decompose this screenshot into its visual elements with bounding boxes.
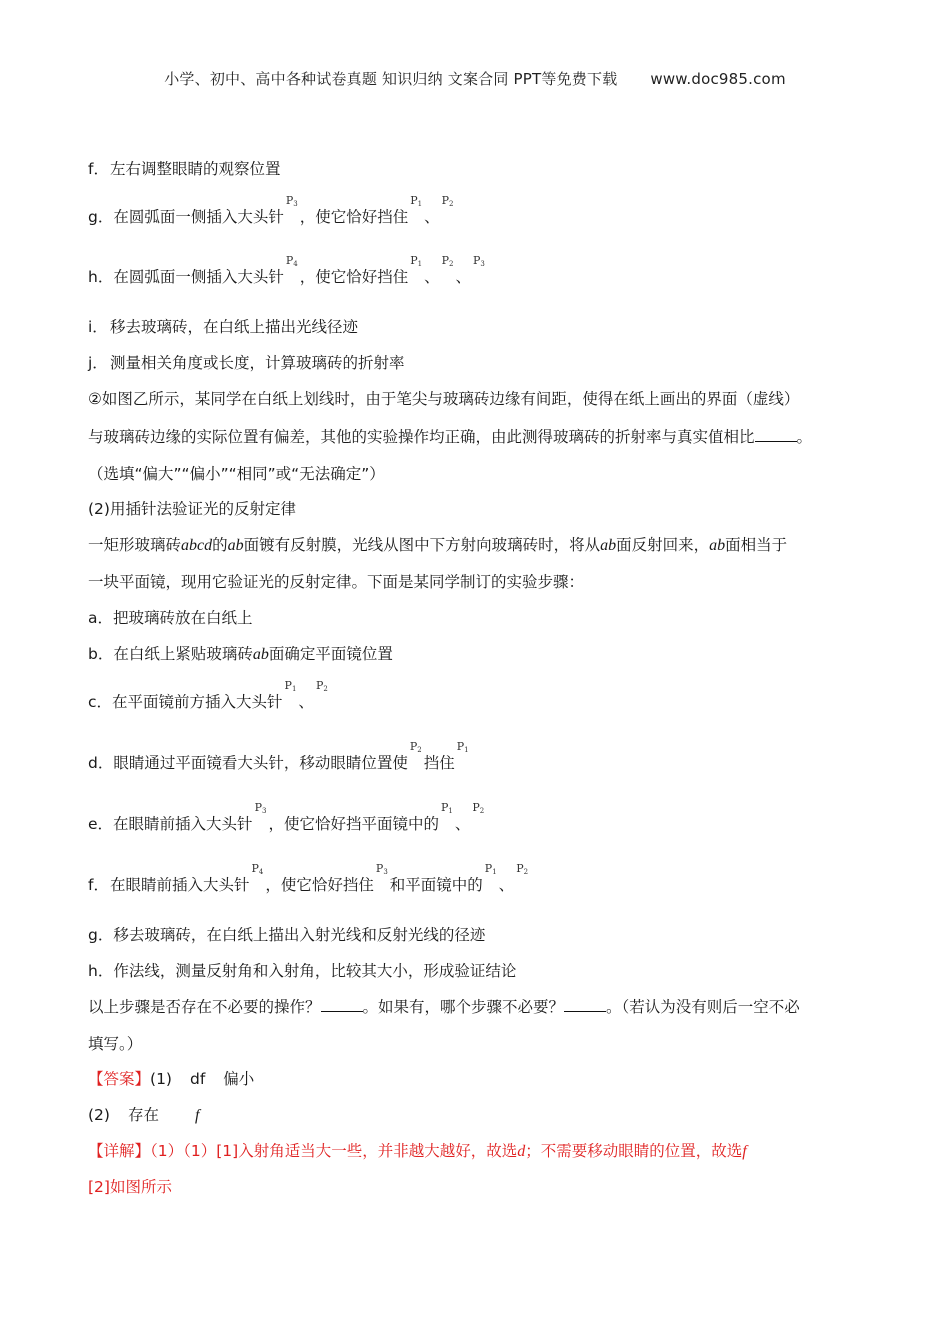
- pin-p3: $P_3$: [254, 801, 267, 815]
- pin-p1: $P_1$: [440, 801, 453, 815]
- pin-p1: $P_1$: [284, 679, 297, 693]
- explanation-tag: 【详解】: [88, 1142, 151, 1160]
- pin-p2: $P_2$: [472, 801, 485, 815]
- pin-p3: $P_3$: [375, 862, 388, 876]
- answer-line2: (2) 存在 f: [88, 1106, 200, 1124]
- step-c-2: c．在平面镜前方插入大头针$P_1$、$P_2$: [88, 691, 330, 718]
- header-site: www.doc985.com: [650, 70, 786, 88]
- answer-line1: 【答案】(1) df 偏小: [88, 1070, 255, 1088]
- explanation-line2: [2]如图所示: [88, 1178, 172, 1196]
- step-h-2: h．作法线，测量反射角和入射角，比较其大小，形成验证结论: [88, 962, 517, 980]
- answer-blank-2[interactable]: [321, 997, 363, 1012]
- step-f-2: f．在眼睛前插入大头针$P_4$，使它恰好挡住$P_3$和平面镜中的$P_1$、$P_2$: [88, 874, 530, 901]
- pin-p2: $P_2$: [409, 740, 422, 754]
- question3-line2: 填写。）: [88, 1035, 143, 1053]
- pin-p2: $P_2$: [441, 194, 454, 208]
- explanation-line1: 【详解】（1）（1）[1]入射角适当大一些，并非越大越好，故选d；不需要移动眼睛的位置，故选f: [88, 1142, 747, 1160]
- pin-p3: $P_3$: [473, 254, 485, 268]
- answer-blank-3[interactable]: [564, 997, 606, 1012]
- pin-p1: $P_1$: [484, 862, 497, 876]
- answer-tag: 【答案】: [88, 1070, 151, 1088]
- step-j-1: j． 测量相关角度或长度，计算玻璃砖的折射率: [88, 354, 405, 372]
- step-b-2: b．在白纸上紧贴玻璃砖ab面确定平面镜位置: [88, 645, 393, 663]
- step-g-2: g．移去玻璃砖，在白纸上描出入射光线和反射光线的径迹: [88, 926, 486, 944]
- answer-blank-1[interactable]: [755, 427, 797, 442]
- step-h-1: h．在圆弧面一侧插入大头针$P_4$，使它恰好挡住$P_1$、$P_2$、$P_3$: [88, 266, 487, 293]
- part2-intro1: 一矩形玻璃砖abcd的ab面镀有反射膜，光线从图中下方射向玻璃砖时，将从ab面反射回来，ab面相当于: [88, 536, 788, 554]
- step-g-1: g．在圆弧面一侧插入大头针$P_3$，使它恰好挡住$P_1$、$P_2$: [88, 206, 456, 233]
- step-f-1: f．左右调整眼睛的观察位置: [88, 160, 281, 178]
- part2-title: (2)用插针法验证光的反射定律: [88, 500, 296, 518]
- question2-line1: ②如图乙所示，某同学在白纸上划线时，由于笔尖与玻璃砖边缘有间距，使得在纸上画出的界面（虚线）: [88, 390, 800, 408]
- page-header: [0, 68, 950, 89]
- step-a-2: a．把玻璃砖放在白纸上: [88, 609, 253, 627]
- pin-p2: $P_2$: [315, 679, 328, 693]
- pin-p4: $P_4$: [251, 862, 264, 876]
- pin-p3: $P_3$: [285, 194, 298, 208]
- pin-p2: $P_2$: [441, 254, 454, 268]
- pin-p4: $P_4$: [285, 254, 298, 268]
- question2-line3: （选填“偏大”“偏小”“相同”或“无法确定”）: [88, 465, 385, 483]
- part2-intro2: 一块平面镜，现用它验证光的反射定律。下面是某同学制订的实验步骤：: [88, 573, 585, 591]
- pin-p1: $P_1$: [410, 194, 423, 208]
- pin-p1: $P_1$: [456, 740, 469, 754]
- step-d-2: d．眼睛通过平面镜看大头针，移动眼睛位置使$P_2$挡住$P_1$: [88, 752, 471, 779]
- step-i-1: i． 移去玻璃砖，在白纸上描出光线径迹: [88, 318, 359, 336]
- question2-line2: 与玻璃砖边缘的实际位置有偏差，其他的实验操作均正确，由此测得玻璃砖的折射率与真实值相比 。: [88, 428, 813, 446]
- pin-p2: $P_2$: [516, 862, 529, 876]
- header-title: 小学、初中、高中各种试卷真题 知识归纳 文案合同 PPT等免费下载: [164, 70, 618, 88]
- question3-line1: 以上步骤是否存在不必要的操作？ 。如果有，哪个步骤不必要？ 。（若认为没有则后一空不必: [88, 998, 800, 1016]
- pin-p1: $P_1$: [410, 254, 423, 268]
- step-e-2: e．在眼睛前插入大头针$P_3$，使它恰好挡平面镜中的$P_1$、$P_2$: [88, 813, 486, 840]
